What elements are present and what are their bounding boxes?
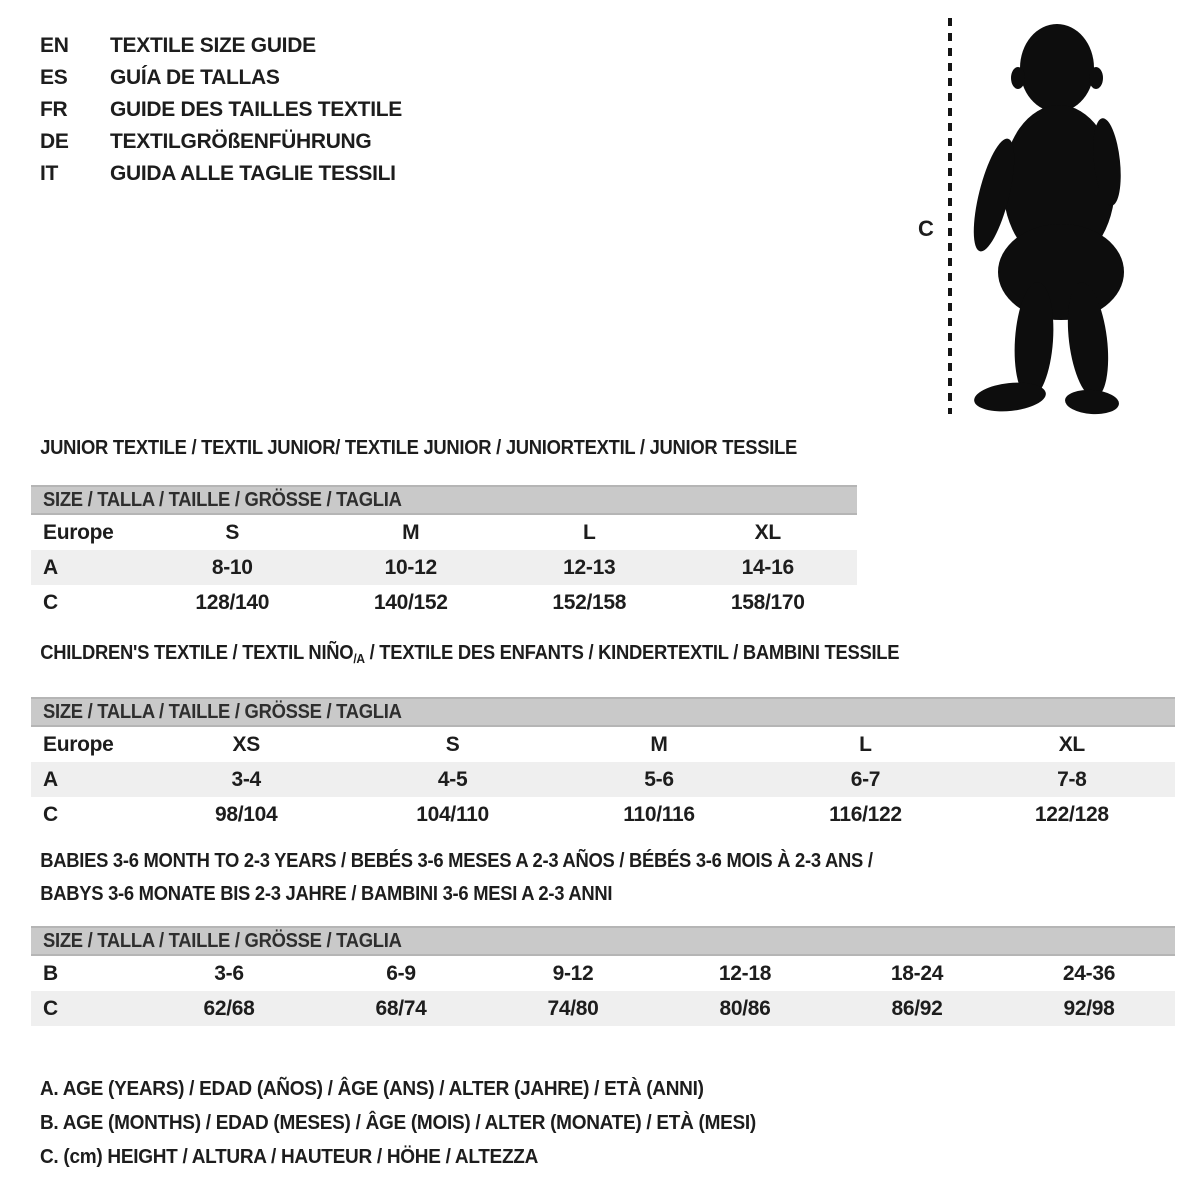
language-row	[40, 158, 402, 190]
table-cell: 62/68	[203, 997, 255, 1020]
table-cell: XL	[754, 521, 781, 544]
language-row	[40, 126, 402, 158]
table-row	[31, 797, 1175, 832]
size-header-bar	[31, 485, 857, 515]
table-cell: 80/86	[719, 997, 771, 1020]
legend	[40, 1072, 794, 1174]
table-cell: 12-13	[563, 556, 616, 579]
height-dashed-line	[948, 18, 952, 414]
table-row	[31, 585, 857, 620]
section-children-textile	[31, 642, 1175, 832]
table-cell: 128/140	[195, 591, 270, 614]
table-cell: L	[582, 521, 596, 544]
table-cell: 8-10	[211, 556, 253, 579]
language-row	[40, 30, 402, 62]
table-cell: S	[225, 521, 240, 544]
title-text: / TEXTILE DES ENFANTS / KINDERTEXTIL / BAMBINI TESSILE	[364, 642, 900, 664]
measurement-figure	[900, 8, 1170, 420]
size-header-bar	[31, 697, 1175, 727]
section-babies-textile	[31, 845, 1175, 1026]
table-cell: 104/110	[416, 803, 489, 826]
row-label: A	[43, 556, 58, 579]
table-cell: 6-9	[386, 962, 416, 985]
size-table-children	[31, 697, 1175, 832]
table-cell: 3-6	[214, 962, 244, 985]
table-cell: 7-8	[1057, 768, 1087, 791]
legend-line: A. AGE (YEARS) / EDAD (AÑOS) / ÂGE (ANS) / ALTER (JAHRE) / ETÀ (ANNI)	[40, 1078, 704, 1100]
legend-line: B. AGE (MONTHS) / EDAD (MESES) / ÂGE (MOIS) / ALTER (MONATE) / ETÀ (MESI)	[40, 1112, 756, 1134]
table-cell: M	[402, 521, 420, 544]
toddler-silhouette-icon	[962, 10, 1152, 415]
title-subscript: /A	[353, 651, 365, 666]
size-header-label: SIZE / TALLA / TAILLE / GRÖSSE / TAGLIA	[43, 489, 402, 511]
row-label: C	[43, 997, 58, 1020]
table-cell: 122/128	[1034, 803, 1109, 826]
table-cell: 12-18	[718, 962, 772, 985]
language-code: FR	[40, 98, 68, 121]
table-cell: XL	[1058, 733, 1085, 756]
table-cell: 6-7	[850, 768, 881, 791]
table-cell: 110/116	[623, 803, 695, 826]
table-cell: 68/74	[375, 997, 427, 1020]
row-label: C	[43, 591, 58, 614]
legend-line: C. (cm) HEIGHT / ALTURA / HAUTEUR / HÖHE / ALTEZZA	[40, 1146, 539, 1168]
table-row	[31, 956, 1175, 991]
language-title: GUIDE DES TAILLES TEXTILE	[110, 98, 402, 121]
row-label: Europe	[43, 733, 114, 756]
height-measure-label: C	[918, 216, 934, 241]
size-header-bar	[31, 926, 1175, 956]
language-title: GUÍA DE TALLAS	[110, 66, 280, 89]
language-title: GUIDA ALLE TAGLIE TESSILI	[110, 162, 396, 185]
language-row	[40, 94, 402, 126]
row-label: B	[43, 962, 58, 985]
table-cell: 152/158	[552, 591, 627, 614]
language-code: ES	[40, 66, 68, 89]
table-cell: 3-4	[231, 768, 261, 791]
size-header-label: SIZE / TALLA / TAILLE / GRÖSSE / TAGLIA	[43, 930, 402, 952]
table-cell: L	[859, 733, 872, 756]
row-label: A	[43, 768, 58, 791]
table-row	[31, 727, 1175, 762]
language-code: EN	[40, 34, 69, 57]
table-row	[31, 515, 857, 550]
table-cell: 9-12	[552, 962, 594, 985]
table-cell: M	[650, 733, 668, 756]
section-title-line1: BABIES 3-6 MONTH TO 2-3 YEARS / BEBÉS 3-6 MESES A 2-3 AÑOS / BÉBÉS 3-6 MOIS À 2-3 ANS /	[40, 850, 873, 872]
table-row	[31, 550, 857, 585]
table-cell: 10-12	[384, 556, 437, 579]
table-row	[31, 991, 1175, 1026]
language-row	[40, 62, 402, 94]
table-row	[31, 762, 1175, 797]
table-cell: 24-36	[1062, 962, 1116, 985]
row-label: C	[43, 803, 58, 826]
size-header-label: SIZE / TALLA / TAILLE / GRÖSSE / TAGLIA	[43, 701, 402, 723]
table-cell: 86/92	[891, 997, 943, 1020]
table-cell: 92/98	[1063, 997, 1115, 1020]
language-title: TEXTILE SIZE GUIDE	[110, 34, 316, 57]
language-list	[40, 30, 402, 190]
table-cell: S	[445, 733, 460, 756]
section-junior-textile	[31, 437, 857, 620]
table-cell: 4-5	[437, 768, 468, 791]
table-cell: 18-24	[890, 962, 944, 985]
title-text: CHILDREN'S TEXTILE / TEXTIL NIÑO	[40, 642, 354, 664]
table-cell: XS	[232, 733, 260, 756]
language-code: DE	[40, 130, 69, 153]
size-table-babies	[31, 926, 1175, 1026]
language-code: IT	[40, 162, 59, 185]
section-title	[31, 642, 1083, 670]
size-table-junior	[31, 485, 857, 620]
table-cell: 116/122	[829, 803, 902, 826]
table-cell: 98/104	[214, 803, 278, 826]
section-title-line2: BABYS 3-6 MONATE BIS 2-3 JAHRE / BAMBINI 3-6 MESI A 2-3 ANNI	[40, 883, 613, 905]
table-cell: 5-6	[644, 768, 674, 791]
row-label: Europe	[43, 521, 114, 544]
section-title: JUNIOR TEXTILE / TEXTIL JUNIOR/ TEXTILE JUNIOR / JUNIORTEXTIL / JUNIOR TESSILE	[40, 437, 798, 459]
table-cell: 158/170	[730, 591, 805, 614]
table-cell: 140/152	[373, 591, 448, 614]
table-cell: 74/80	[547, 997, 599, 1020]
language-title: TEXTILGRÖßENFÜHRUNG	[110, 130, 372, 153]
table-cell: 14-16	[741, 556, 794, 579]
